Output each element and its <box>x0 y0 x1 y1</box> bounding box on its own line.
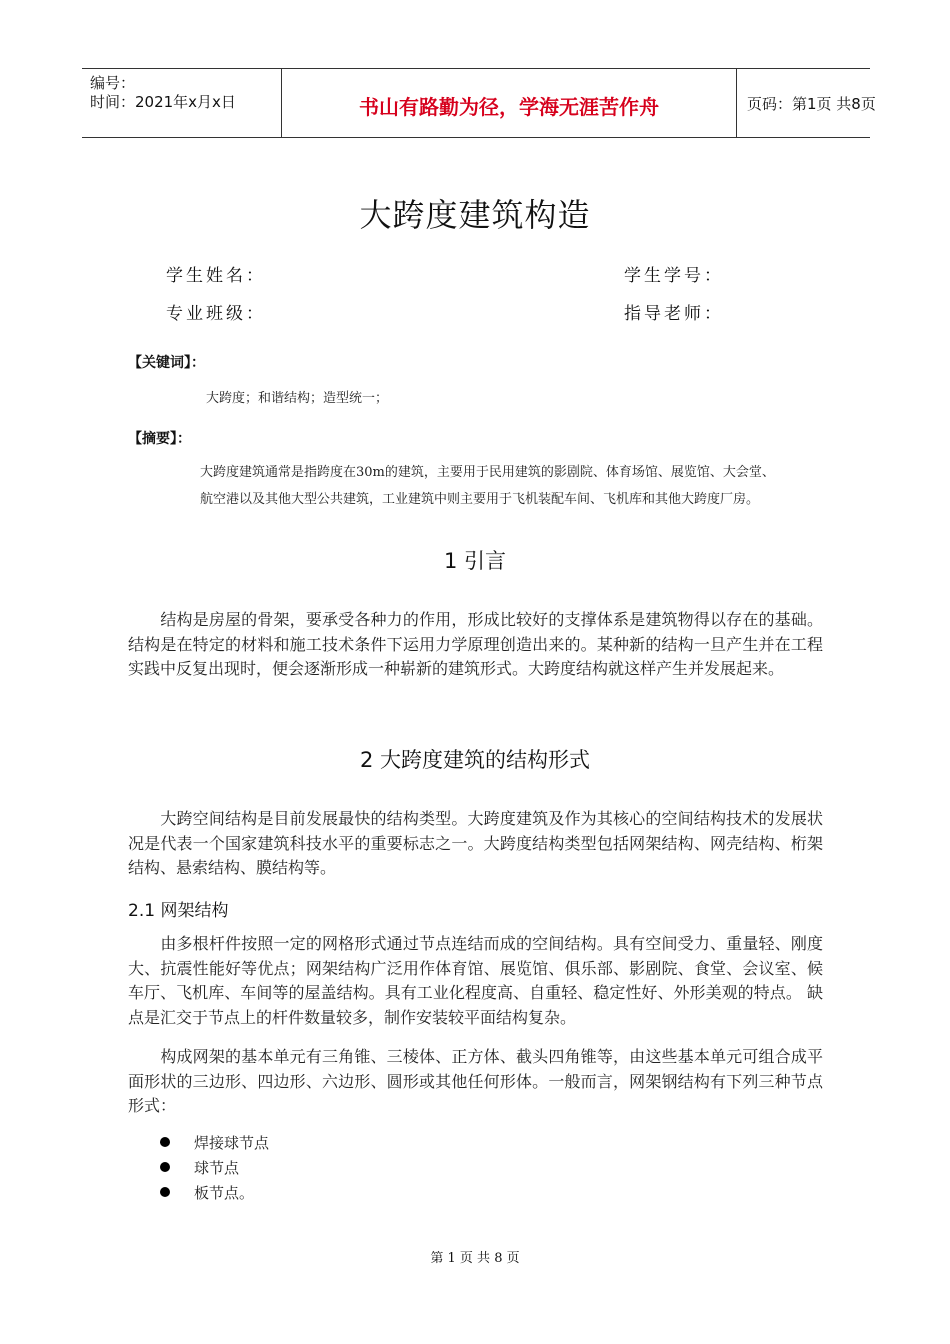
bullet-dot-icon <box>160 1162 170 1172</box>
bullet-dot-icon <box>160 1137 170 1147</box>
student-id-label: 学生学号： <box>624 266 724 286</box>
time-label: 时间：2021年x月x日 <box>90 93 236 111</box>
header-table <box>82 68 876 138</box>
abstract-label: 【摘要】： <box>128 431 191 447</box>
student-name-label: 学生姓名： <box>166 266 266 286</box>
section-2-1-heading: 2.1 网架结构 <box>128 901 229 921</box>
bullet-dot-icon <box>160 1187 170 1197</box>
section-2-1-paragraph-2: 构成网架的基本单元有三角锥、三棱体、正方体、截头四角锥等，由这些基本单元可组合成平面形状的三边形、四边形、六边形、圆形或其他任何形体。一般而言，网架钢结构有下列三种节点形式： <box>128 1047 823 1115</box>
header-left-cell <box>82 69 281 137</box>
number-label: 编号： <box>90 74 136 92</box>
section-2-heading: 2 大跨度建筑的结构形式 <box>359 748 591 772</box>
motto-text: 书山有路勤为径，学海无涯苦作舟 <box>359 95 659 119</box>
abstract-line-2: 航空港以及其他大型公共建筑，工业建筑中则主要用于飞机装配车间、飞机库和其他大跨度厂房。 <box>200 492 760 507</box>
document-title: 大跨度建筑构造 <box>359 196 591 234</box>
header-center-cell <box>281 69 737 137</box>
advisor-label: 指导老师： <box>624 304 724 324</box>
major-class-label: 专业班级： <box>166 304 266 324</box>
section-2-paragraph: 大跨空间结构是目前发展最快的结构类型。大跨度建筑及作为其核心的空间结构技术的发展状况是代表一个国家建筑科技水平的重要标志之一。大跨度结构类型包括网架结构、网壳结构、桁架结构、悬索结构、膜结构等。 <box>128 809 823 877</box>
page-info: 页码：第1页 共8页 <box>747 95 876 113</box>
list-item-text: 球节点 <box>194 1159 240 1177</box>
section-2-1-paragraph-1: 由多根杆件按照一定的网格形式通过节点连结而成的空间结构。具有空间受力、重量轻、刚度大、抗震性能好等优点；网架结构广泛用作体育馆、展览馆、俱乐部、影剧院、食堂、会议室、候车厅、飞机库、车间等的屋盖结构。具有工业化程度高、自重轻、稳定性好、外形美观的特点。 缺点是汇交于节点上的杆件数量较多，制作安装较平面结构复杂。 <box>128 934 823 1027</box>
section-1-paragraph: 结构是房屋的骨架，要承受各种力的作用，形成比较好的支撑体系是建筑物得以存在的基础。结构是在特定的材料和施工技术条件下运用力学原理创造出来的。某种新的结构一旦产生并在工程实践中反复出现时，便会逐渐形成一种崭新的建筑形式。大跨度结构就这样产生并发展起来。 <box>128 610 823 678</box>
list-item-text: 板节点。 <box>194 1184 255 1202</box>
keywords-text: 大跨度；和谐结构；造型统一； <box>206 391 389 406</box>
abstract-line-1: 大跨度建筑通常是指跨度在30m的建筑，主要用于民用建筑的影剧院、体育场馆、展览馆、大会堂、 <box>200 465 775 480</box>
keywords-label: 【关键词】： <box>128 355 205 371</box>
page-footer: 第 1 页 共 8 页 <box>430 1251 520 1266</box>
list-item-text: 焊接球节点 <box>194 1134 270 1152</box>
section-1-heading: 1 引言 <box>443 549 507 573</box>
header-right-cell <box>737 69 876 137</box>
